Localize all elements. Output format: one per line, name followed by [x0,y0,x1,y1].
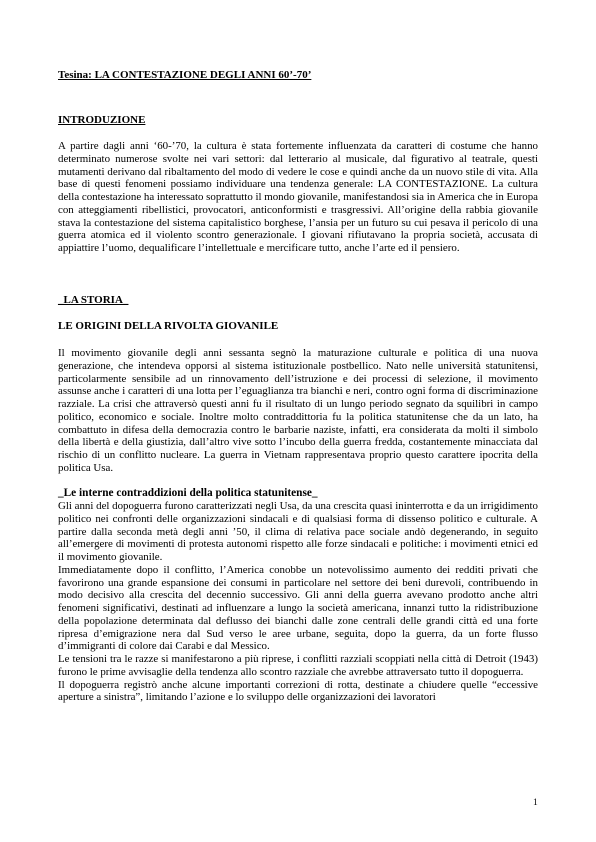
paragraph-tensioni: Le tensioni tra le razze si manifestarono a più riprese, i conflitti razziali scoppiati nella città di Detroit (1943) furono le prime avvisaglie della tendenza allo scontro razziale che avrebbe attraversato tutto il dopoguerra. [58,653,538,678]
heading-contraddizioni: _Le interne contraddizioni della politica statunitense_ [58,487,318,499]
paragraph-introduzione: A partire dagli anni ‘60-’70, la cultura è stata fortemente influenzata da caratteri di costume che hanno determinato numerose svolte nei vari settori: dal letterario al musicale, dal figurativo al teatrale, questi mutamenti derivano dal ribaltamento del modo di vedere le cose e quindi anche da un nuovo stile di vita. Alla base di questi fenomeni possiamo individuare una tendenza generale: LA CONTESTAZIONE. La cultura della contestazione ha interessato soprattutto il mondo giovanile, manifestandosi sia in America che in Europa con atteggiamenti ribellistici, provocatori, anticonformisti e trasgressivi. All’origine della rabbia giovanile stava la contestazione del sistema capitalistico borghese, l’ansia per un futuro su cui pesava il pericolo di una guerra atomica ed il violento scontro generazionale. I giovani rifiutavano la propria società, accusata di appiattire l’uomo, dequalificare l’intellettuale e mercificare tutto, anche l’arte ed il pensiero. [58,140,538,254]
document-title: Tesina: LA CONTESTAZIONE DEGLI ANNI 60’-70’ [58,69,312,81]
heading-introduzione: INTRODUZIONE [58,114,146,126]
heading-origini-rivolta: LE ORIGINI DELLA RIVOLTA GIOVANILE [58,320,279,332]
section-contraddizioni-body [58,500,538,704]
paragraph-origini: Il movimento giovanile degli anni sessanta segnò la maturazione culturale e politica di una nuova generazione, che intendeva opporsi al sistema istituzionale postbellico. Nato nelle università statunitensi, particolarmente sensibile ad un rinnovamento dell’istruzione e dei processi di selezione, il movimento assunse anche i caratteri di una lotta per l’eguaglianza tra bianchi e neri, contro ogni forma di discriminazione razziale. La crisi che attraversò questi anni fu il risultato di un lungo periodo segnato da squilibri in campo politico, economico e sociale. Inoltre molto contraddittoria fu la politica statunitense che da un lato, ha combattuto in difesa della democrazia contro le barbarie naziste, infatti, era considerata da molti il simbolo della libertà e della giustizia, dall’altro vive sotto l’incubo della guerra fredda, costantemente minacciata dal rischio di un conflitto nucleare. La guerra in Vietnam rappresentava proprio questo carattere ipocrita della politica Usa. [58,347,538,474]
heading-la-storia: _LA STORIA_ [58,294,129,306]
paragraph-correzioni: Il dopoguerra registrò anche alcune importanti correzioni di rotta, destinate a chiudere quelle “eccessive aperture a sinistra”, limitando l’azione e lo sviluppo delle organizzazioni dei lavoratori [58,678,538,704]
paragraph-redditi: Immediatamente dopo il conflitto, l’America conobbe un notevolissimo aumento dei redditi privati che favorirono una grande espansione dei consumi in particolare nel settore dei beni durevoli, contribuendo in modo decisivo alla crescita del decennio successivo. Gli anni della guerra avevano prodotto anche altri fenomeni significativi, destinati ad influenzare a lungo la società americana, innanzi tutto la ridistribuzione della popolazione determinata dal deflusso dei bianchi dalle zone centrali delle grandi città ed una forte ripresa d’emigrazione nera dal Sud verso le aree urbane, seguita, dopo la guerra, da un forte flusso d’immigranti di colore dai Carabi e dal Messico. [58,563,538,653]
page-number: 1 [533,798,538,808]
paragraph-dopoguerra: Gli anni del dopoguerra furono caratterizzati negli Usa, da una crescita quasi ininterrotta e da un irrigidimento politico nei confronti delle organizzazioni sindacali e di qualsiasi forma di dissenso politico e culturale. A partire dalla seconda metà degli anni ’50, il clima di relativa pace sociale andò degenerando, in seguito all’emergere di movimenti di protesta autonomi rispetto alle forze sindacali e politiche: i movimenti etnici ed il movimento giovanile. [58,500,538,563]
